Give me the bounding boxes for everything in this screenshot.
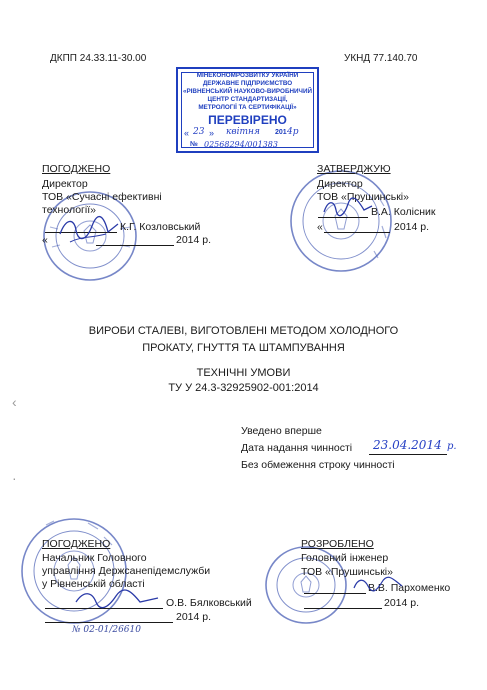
stamp-year-prefix: 201 [275, 129, 287, 136]
developed-date-year: 2014 р. [384, 597, 420, 609]
agreed-bottom-name: О.В. Бялковський [166, 597, 252, 609]
approve-date-open: « [317, 221, 323, 233]
approve-date-line [324, 232, 390, 233]
intro-date-value: 23.04.2014 [373, 438, 442, 452]
registration-number: № 02-01/26610 [72, 625, 141, 635]
agreed-top-date-year: 2014 р. [176, 234, 212, 246]
approve-signature [320, 196, 376, 220]
stamp-line2: ДЕРЖАВНЕ ПІДПРИЄМСТВО [202, 80, 293, 87]
agreed-bottom-line3: у Рівненській області [42, 578, 145, 590]
agreed-top-company2: технології» [42, 204, 96, 216]
agreed-top-date-open: « [42, 234, 48, 246]
title-line4: ТУ У 24.3-32925902-001:2014 [168, 382, 319, 394]
agreed-top-name: К.Г. Козловський [120, 221, 201, 233]
developed-date-line [304, 608, 382, 609]
title-line1: ВИРОБИ СТАЛЕВІ, ВИГОТОВЛЕНІ МЕТОДОМ ХОЛОДНОГО [88, 325, 399, 337]
stamp-year-hand: 4р [287, 127, 299, 137]
developed-company: ТОВ «Прушинські» [301, 566, 393, 578]
approve-company: ТОВ «Прушинські» [317, 191, 409, 203]
stamp-number-label: № [190, 141, 198, 148]
intro-date-suffix: р. [447, 441, 457, 452]
developed-heading: РОЗРОБЛЕНО [301, 538, 374, 550]
agreed-top-heading: ПОГОДЖЕНО [42, 163, 111, 175]
agreed-bottom-line1: Начальник Головного [42, 552, 147, 564]
developed-name: В.В. Пархоменко [368, 582, 451, 594]
approve-name: В.А. Колісник [371, 206, 436, 218]
stamp-number-row [190, 141, 312, 151]
title-line3: ТЕХНІЧНІ УМОВИ [196, 367, 291, 379]
uknd-code: УКНД 77.140.70 [344, 53, 418, 64]
stamp-number: 02568294/001383 [204, 140, 278, 149]
approve-date-year: 2014 р. [394, 221, 430, 233]
agreed-bottom-signature [72, 588, 164, 610]
stamp-line3: «РІВНЕНСЬКИЙ НАУКОВО-ВИРОБНИЧИЙ [182, 88, 313, 95]
agreed-bottom-heading: ПОГОДЖЕНО [42, 538, 111, 550]
intro-validity: Без обмеження строку чинності [241, 459, 395, 471]
stamp-line4: ЦЕНТР СТАНДАРТИЗАЦІЇ, [207, 96, 288, 103]
agreed-top-signature [56, 212, 126, 246]
stamp-title: ПЕРЕВІРЕНО [208, 113, 287, 127]
agreed-bottom-date-line [45, 622, 173, 623]
agreed-top-company: ТОВ «Сучасні ефективні [42, 191, 162, 203]
title-line2: ПРОКАТУ, ГНУТТЯ ТА ШТАМПУВАННЯ [142, 342, 345, 354]
intro-date-label: Дата надання чинності [241, 442, 353, 454]
dkpp-code: ДКПП 24.33.11-30.00 [50, 53, 147, 64]
agreed-top-position: Директор [42, 178, 88, 190]
developed-position: Головний інженер [301, 552, 389, 564]
intro-date-line [369, 454, 447, 455]
stamp-date-row: « 23 » квітня 201 4р [184, 127, 299, 138]
stamp-month: квітня [226, 127, 260, 137]
stamp-day: 23 [193, 127, 205, 137]
stamp-line1: МІНЕКОНОМРОЗВИТКУ УКРАЇНИ [196, 72, 299, 79]
stamp-line5: МЕТРОЛОГІЇ ТА СЕРТИФІКАЦІЇ» [198, 104, 297, 111]
agreed-bottom-date-year: 2014 р. [176, 611, 212, 623]
agreed-bottom-line2: управління Держсанепідемслужби [42, 565, 211, 577]
margin-mark: · [12, 470, 17, 486]
approve-position: Директор [317, 178, 363, 190]
margin-mark: ‹ [12, 394, 17, 410]
developed-signature [350, 574, 406, 596]
intro-first: Уведено вперше [241, 425, 322, 437]
approve-heading: ЗАТВЕРДЖУЮ [317, 163, 391, 175]
